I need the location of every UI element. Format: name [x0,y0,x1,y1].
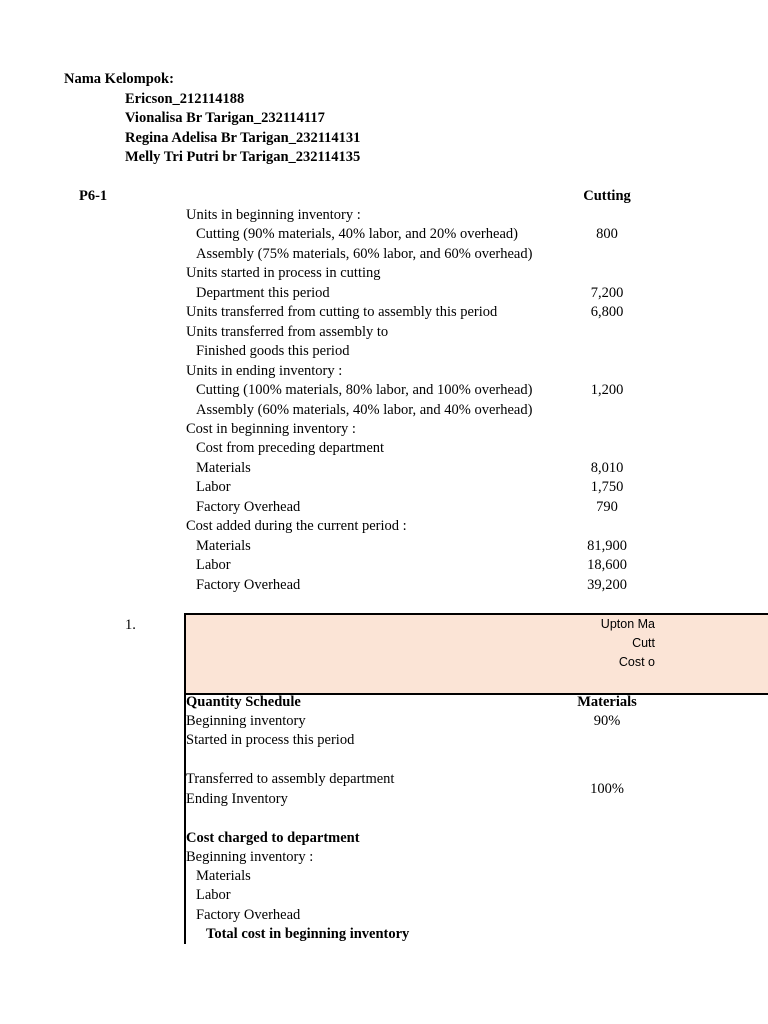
member-3: Regina Adelisa Br Tarigan_232114131 [125,130,361,146]
qs-ending-materials-pct: 100% [590,781,624,797]
cc-materials: Materials [196,868,251,884]
data-row-label: Units in beginning inventory : [186,207,361,223]
group-label: Nama Kelompok: [64,71,174,87]
qs-started-in-process: Started in process this period [186,732,355,748]
column-header-cutting: Cutting [583,188,631,204]
data-row-value: 81,900 [587,538,627,554]
data-row-label: Cost from preceding department [196,440,385,456]
materials-column-header: Materials [577,694,637,710]
report-department-title: Cutt [632,636,655,650]
data-row-value: 1,200 [590,382,624,398]
member-2: Vionalisa Br Tarigan_232114117 [125,110,325,126]
qs-ending-inventory: Ending Inventory [186,791,288,807]
answer-number: 1. [125,617,136,633]
data-row-value: 1,750 [590,479,624,495]
data-row-label: Cutting (100% materials, 80% labor, and 100% overhead) [196,382,533,398]
cc-labor: Labor [196,887,231,903]
data-row-label: Units started in process in cutting [186,265,381,281]
data-row-value: 8,010 [590,460,624,476]
data-row-value: 790 [596,499,618,515]
qs-beginning-materials-pct: 90% [593,713,621,729]
data-row-label: Assembly (60% materials, 40% labor, and 40% overhead) [196,402,533,418]
cc-beginning-inventory: Beginning inventory : [186,849,314,865]
data-row-label: Materials [196,460,251,476]
data-row-label: Labor [196,479,231,495]
qs-beginning-inventory: Beginning inventory [186,713,306,729]
data-row-value: 6,800 [590,304,624,320]
data-row-label: Assembly (75% materials, 60% labor, and 60% overhead) [196,246,533,262]
data-row-label: Cutting (90% materials, 40% labor, and 20% overhead) [196,226,518,242]
data-row-label: Cost added during the current period : [186,518,407,534]
member-1: Ericson_212114188 [125,91,245,107]
data-row-value: 7,200 [590,285,624,301]
problem-id: P6-1 [79,188,108,204]
cost-charged-title: Cost charged to department [186,830,360,846]
report-company-title: Upton Ma [600,617,655,631]
data-row-label: Factory Overhead [196,577,301,593]
data-row-label: Cost in beginning inventory : [186,421,356,437]
report-header-band [185,613,768,695]
data-row-label: Units transferred from cutting to assembly this period [186,304,498,320]
cc-overhead: Factory Overhead [196,907,301,923]
data-row-label: Labor [196,557,231,573]
data-row-label: Factory Overhead [196,499,301,515]
member-4: Melly Tri Putri br Tarigan_232114135 [125,149,361,165]
data-row-value: 800 [596,226,618,242]
data-row-label: Units transferred from assembly to [186,324,389,340]
data-row-label: Department this period [196,285,330,301]
cc-total-beginning: Total cost in beginning inventory [206,926,410,942]
report-statement-title: Cost o [618,655,655,669]
data-row-label: Materials [196,538,251,554]
quantity-schedule-title: Quantity Schedule [186,694,301,710]
data-row-value: 39,200 [587,577,627,593]
data-row-label: Finished goods this period [196,343,350,359]
data-row-value: 18,600 [587,557,627,573]
data-row-label: Units in ending inventory : [186,363,343,379]
qs-transferred: Transferred to assembly department [186,771,395,787]
